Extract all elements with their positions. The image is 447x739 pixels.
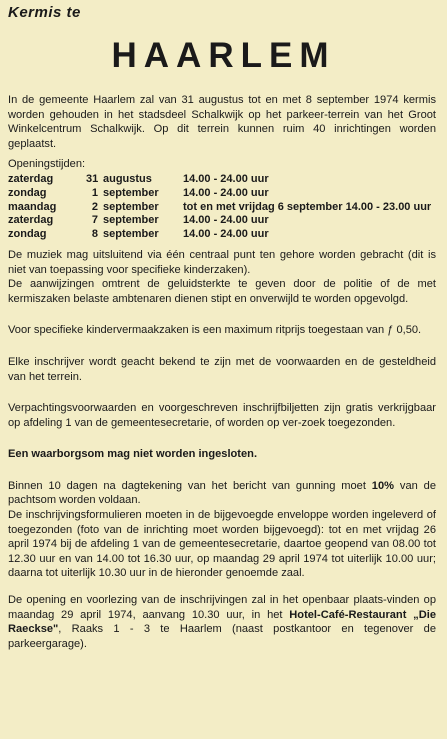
schedule-hours: 14.00 - 24.00 uur: [183, 228, 269, 241]
page-title: HAARLEM: [111, 36, 336, 75]
payment-text-end: van de pachtsom worden voldaan.: [8, 479, 436, 507]
schedule-row: [8, 187, 436, 201]
payment-text: Binnen 10 dagen na dagtekening van het bericht van gunning moet: [8, 479, 372, 492]
schedule-hours: 14.00 - 24.00 uur: [183, 172, 269, 185]
schedule-day: zondag: [8, 186, 47, 199]
schedule-row: [8, 214, 436, 228]
schedule-date: 1: [91, 186, 98, 199]
schedule-row: [8, 201, 436, 215]
opening-text-end: , Raaks 1 - 3 te Haarlem (naast postkantoor en tegenover de parkeergarage).: [8, 623, 436, 650]
ride-price-paragraph: Voor specifieke kindervermaakzaken is een maximum ritprijs toegestaan van ƒ 0,50.: [8, 324, 422, 337]
applicant-paragraph: Elke inschrijver wordt geacht bekend te zijn met de voorwaarden en de gesteldheid van het terrein.: [8, 355, 436, 383]
schedule-month: september: [103, 214, 159, 227]
opening-venue: Hotel-Café-Restaurant „Die Raeckse": [8, 608, 436, 636]
music-paragraph: De muziek mag uitsluitend via één centraal punt ten gehore worden gebracht (dit is niet van toepassing voor specifieke kinderzaken).: [8, 248, 436, 276]
schedule-row: [8, 228, 436, 242]
payment-paragraph: [8, 479, 436, 508]
schedule-hours: 14.00 - 24.00 uur: [183, 214, 269, 227]
schedule-day: zaterdag: [8, 214, 54, 227]
schedule-row: [8, 173, 436, 187]
deposit-notice: Een waarborgsom mag niet worden ingesloten.: [8, 448, 258, 461]
schedule-day: zaterdag: [8, 172, 54, 185]
payment-percentage: 10%: [371, 479, 395, 492]
opening-paragraph: [8, 593, 436, 651]
document-body: [8, 93, 436, 651]
opening-text: De opening en voorlezing van de inschrijvingen zal in het openbaar plaats-vinden op maandag 29 april 1974, aanvang 10.30 uur, in het: [8, 594, 436, 621]
schedule-month: september: [103, 186, 159, 199]
forms-paragraph: Verpachtingsvoorwaarden en voorgeschreven inschrijfbiljetten zijn gratis verkrijgbaar op afdeling 1 van de gemeentesecretarie, of worden op ver-zoek toegezonden.: [8, 402, 436, 429]
schedule-month: september: [103, 200, 159, 213]
schedule-hours: 14.00 - 24.00 uur: [183, 186, 269, 199]
intro-paragraph: In de gemeente Haarlem zal van 31 augustus tot en met 8 september 1974 kermis worden gehouden in het stadsdeel Schalkwijk op het parkeer-terrein van het Groot Winkelcentrum Schalkwijk. Op dit terrein kunnen ruim 40 inrichtingen worden geplaatst.: [8, 94, 436, 150]
schedule-date: 8: [91, 228, 98, 241]
schedule-month: september: [103, 228, 159, 241]
instructions-paragraph: De aanwijzingen omtrent de geluidsterkte te geven door de politie of de met kermiszaken belaste ambtenaren dienen stipt en onverwijld te worden opgevolgd.: [8, 278, 436, 305]
schedule-date: 31: [86, 172, 99, 185]
schedule-day: maandag: [8, 200, 57, 213]
schedule-date: 2: [91, 200, 98, 213]
schedule-heading: Openingstijden:: [8, 158, 86, 171]
schedule-month: augustus: [103, 172, 152, 185]
schedule-day: zondag: [8, 228, 47, 241]
schedule-date: 7: [91, 214, 98, 227]
schedule-hours: tot en met vrijdag 6 september 14.00 - 23.00 uur: [183, 200, 432, 213]
kicker-heading: Kermis te: [8, 4, 81, 21]
schedule-table: [8, 173, 436, 242]
submission-paragraph: De inschrijvingsformulieren moeten in de bijgevoegde enveloppe worden ingeleverd of toegezonden (foto van de inrichting moet worden bijgevoegd): tot en met vrijdag 26 april 1974 bij de afdeling 1 van de gemeentesecretarie, daartoe geopend van 08.00 tot 12.30 uur en van 14.00 tot 16.30 uur, op maandag 29 april 1974 tot uiterlijk 10.00 uur; daarna tot uiterlijk 10.30 uur in de hieronder genoemde zaal.: [8, 509, 436, 580]
